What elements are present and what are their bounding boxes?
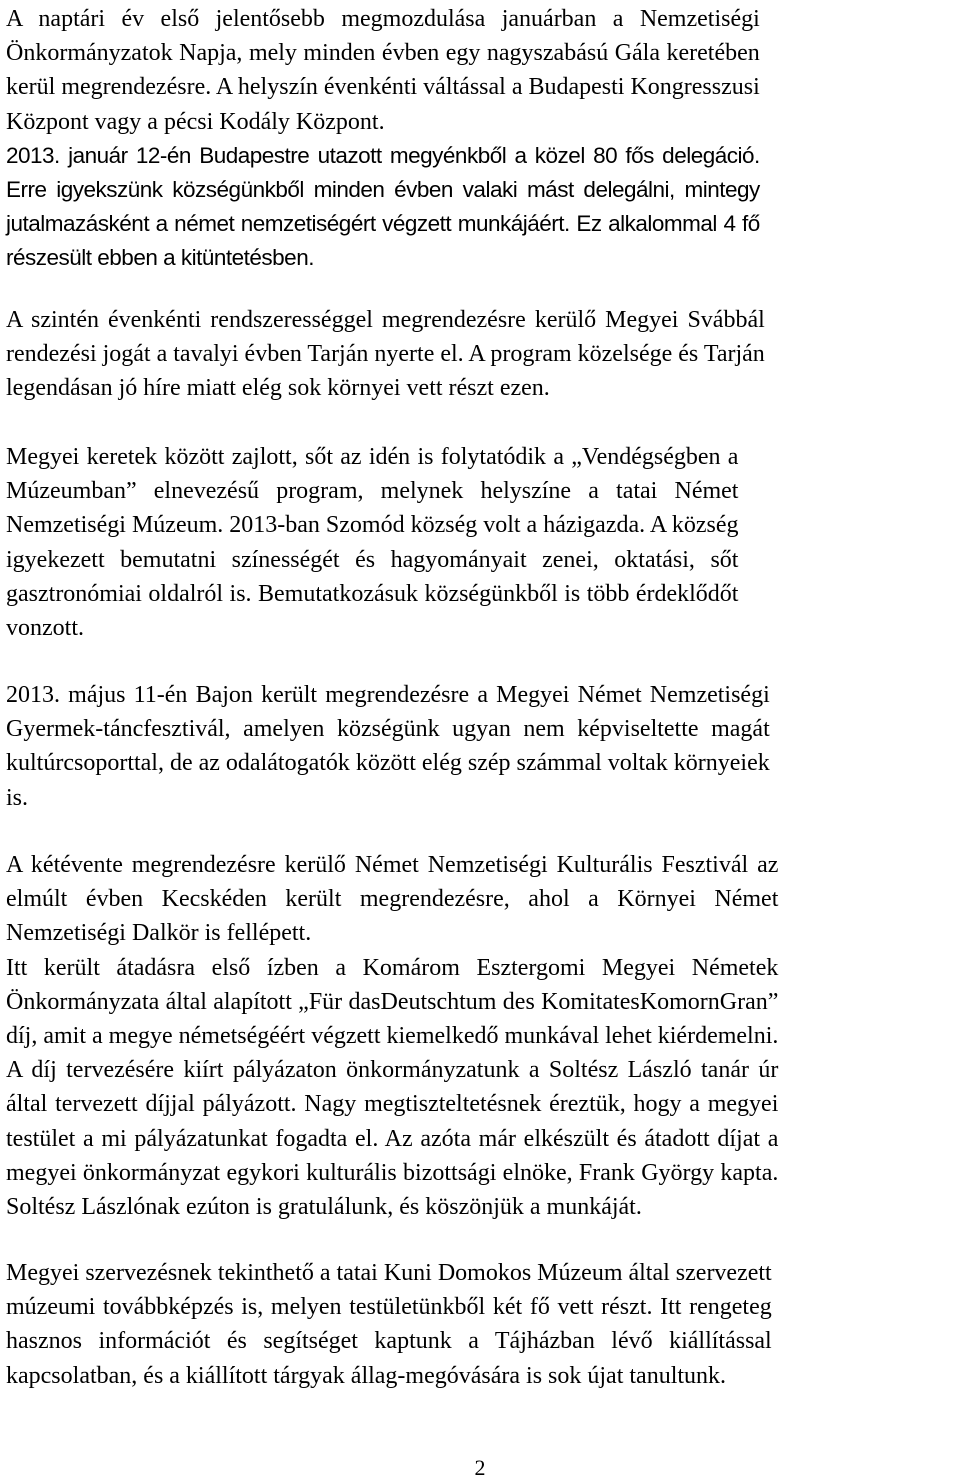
text-line: Gyermek-táncfesztivál, amelyen községünk ugyan nem képviseltette magát [6,716,770,743]
text-line: legendásan jó híre miatt elég sok környei vett részt ezen. [6,375,550,402]
text-line: A naptári év első jelentősebb megmozdulása januárban a Nemzetiségi [6,6,760,32]
text-line: vonzott. [6,615,84,642]
text-line: Soltész Lászlónak ezúton is gratulálunk, és köszönjük a munkáját. [6,1194,642,1221]
text-line: kapcsolatban, és a kiállított tárgyak állag-megóvására is sok újat tanultunk. [6,1362,727,1389]
text-line: testület a mi pályázatunkat fogadta el. Az azóta már elkészült és átadott díjat a [6,1125,779,1152]
page-number: 2 [474,1455,486,1480]
paragraph-gala [6,2,760,276]
text-line: A díj tervezésére kiírt pályázaton önkormányzatunk a Soltész László tanár úr [6,1057,779,1084]
paragraph-museum [6,440,738,645]
text-line: 2013. január 12-én Budapestre utazott megyénkből a közel 80 fős delegáció. [6,142,760,168]
text-line: 2013. május 11-én Bajon került megrendezésre a Megyei Német Nemzetiségi [6,682,770,708]
text-line: Múzeumban” elnevezésű program, melynek helyszíne a tatai Német [6,478,739,505]
text-line: Itt került átadásra első ízben a Komárom Esztergomi Megyei Németek [6,954,779,981]
text-line: díj, amit a megye németségéért végzett kiemelkedő munkával lehet kiérdemelni. [6,1023,779,1050]
text-line: kultúrcsoporttal, de az odalátogatók között elég szép számmal voltak környeiek [6,750,770,777]
text-line: kerül megrendezésre. A helyszín évenkénti váltással a Budapesti Kongresszusi [6,74,760,101]
text-line: jutalmazásként a német nemzetiségért végzett munkájáért. Ez alkalommal 4 fő [6,211,760,237]
text-line: által tervezett díjjal pályázott. Nagy megtiszteltetésnek éreztük, hogy a megyei [6,1091,779,1118]
text-line: igyekezett bemutatni színességét és hagyományait zenei, oktatási, sőt [6,546,739,573]
text-line: gasztronómiai oldalról is. Bemutatkozásuk községünkből is több érdeklődőt [6,580,739,607]
text-line: rendezési jogát a tavalyi évben Tarján nyerte el. A program közelsége és Tarján [6,341,765,368]
text-line: részesült ebben a kitüntetésben. [6,245,314,271]
paragraph-svabbal [6,303,765,406]
text-line: A kétévente megrendezésre kerülő Német Nemzetiségi Kulturális Fesztivál az [6,852,779,878]
text-line: Nemzetiségi Múzeum. 2013-ban Szomód község volt a házigazda. A község [6,512,739,539]
text-line: Erre igyekszünk községünkből minden évben valaki mást delegálni, mintegy [6,177,760,203]
text-line: Nemzetiségi Dalkör is fellépett. [6,920,312,947]
text-line: Központ vagy a pécsi Kodály Központ. [6,108,385,135]
text-line: múzeumi továbbképzés is, melyen testületünkből két fő vett részt. Itt rengeteg [6,1294,772,1321]
text-line: Megyei szervezésnek tekinthető a tatai Kuni Domokos Múzeum által szervezett [6,1260,772,1286]
paragraph-cultural-festival [6,848,778,1224]
paragraph-dance-festival [6,678,770,815]
paragraph-training [6,1256,772,1393]
text-line: megyei önkormányzat egykori kulturális bizottsági elnöke, Frank György kapta. [6,1159,779,1186]
text-line: elmúlt évben Kecskéden került megrendezésre, ahol a Környei Német [6,886,779,913]
text-line: Önkormányzatok Napja, mely minden évben egy nagyszabású Gála keretében [6,40,760,67]
text-line: hasznos információt és segítséget kaptunk a Tájházban lévő kiállítással [6,1328,772,1355]
text-line: A szintén évenkénti rendszerességgel megrendezésre kerülő Megyei Svábbál [6,307,765,333]
text-line: is. [6,784,29,811]
text-line: Önkormányzata által alapított „Für dasDeutschtum des KomitatesKomornGran” [6,988,779,1015]
text-line: Megyei keretek között zajlott, sőt az idén is folytatódik a „Vendégségben a [6,444,739,470]
